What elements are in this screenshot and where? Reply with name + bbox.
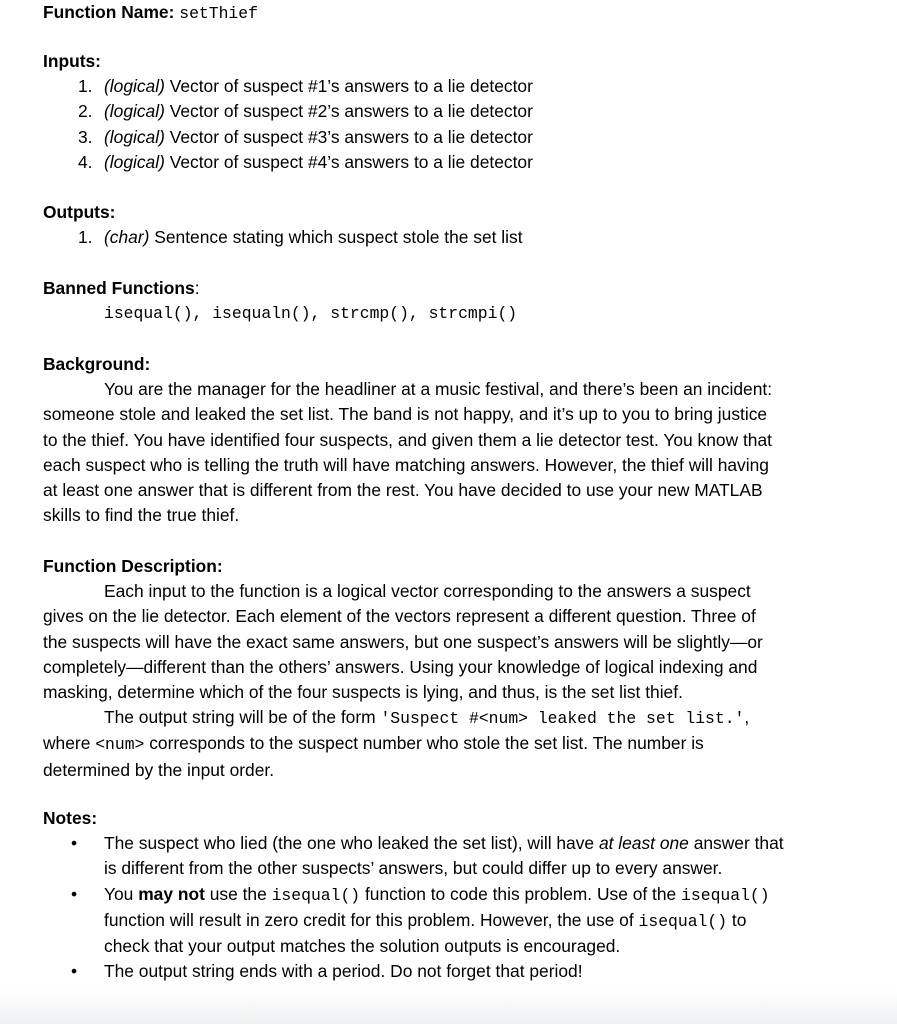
note-1-line-2: is different from the other suspects’ answers, but could differ up to every answer. [104, 858, 723, 879]
input-item-type: (logical) [104, 151, 165, 172]
description-line-3: the suspects will have the exact same answers, but one suspect’s answers will be slightly—or [43, 631, 763, 652]
notes-list [43, 831, 830, 984]
note-2-code-2: isequal() [681, 885, 770, 905]
function-name-label: Function Name: [43, 2, 175, 22]
description-line-1: Each input to the function is a logical vector corresponding to the answers a suspect [104, 581, 751, 602]
banned-functions-list: isequal(), isequaln(), strcmp(), strcmpi() [104, 304, 518, 324]
background-line-6: skills to find the true thief. [43, 505, 240, 526]
description-last-line: determined by the input order. [43, 759, 275, 780]
output-item-1 [78, 225, 830, 250]
background-line-3: to the thief. You have identified four suspects, and given them a lie detector test. You know that [43, 429, 772, 450]
input-item-1 [78, 74, 830, 99]
output-form-comma: , [744, 707, 750, 728]
input-item-text: Vector of suspect #3’s answers to a lie detector [164, 126, 533, 147]
output-item-type: (char) [104, 227, 150, 248]
note-1-text-a: The suspect who lied (the one who leaked the set list), will have [104, 833, 599, 854]
outputs-heading: Outputs: [43, 202, 116, 222]
input-item-type: (logical) [104, 101, 165, 122]
outputs-section [43, 200, 830, 250]
banned-functions-colon: : [194, 278, 200, 298]
input-item-text: Vector of suspect #2’s answers to a lie detector [164, 101, 533, 122]
note-1-line-1 [104, 831, 830, 856]
background-section [43, 352, 830, 528]
bullet-icon: • [71, 961, 78, 982]
description-line-4: completely—different than the others’ answers. Using your knowledge of logical indexing and [43, 656, 758, 677]
function-name-value: setThief [179, 4, 258, 23]
function-description-section [43, 554, 830, 783]
output-form-intro: The output string will be of the form [104, 707, 381, 728]
note-2-line-2-text-b: to [727, 909, 747, 930]
background-heading: Background: [43, 354, 151, 374]
input-item-4 [78, 150, 830, 175]
where-text: corresponds to the suspect number who stole the set list. The number is [144, 733, 704, 754]
input-item-text: Vector of suspect #1’s answers to a lie detector [164, 76, 533, 97]
banned-functions-section [43, 276, 830, 326]
where-word: where [43, 733, 96, 754]
outputs-list [43, 225, 830, 250]
output-form-code: 'Suspect #<num> leaked the set list.' [380, 709, 745, 729]
background-line-4: each suspect who is telling the truth will have matching answers. However, the thief will having [43, 454, 769, 475]
output-item-number: 1. [78, 227, 93, 248]
description-where-line [43, 731, 830, 757]
note-item-1 [43, 831, 830, 881]
inputs-section [43, 49, 830, 175]
note-2-line-1 [104, 882, 830, 908]
background-line-2: someone stole and leaked the set list. The band is not happy, and it’s up to you to bring justice [43, 404, 768, 425]
note-2-code-3: isequal() [638, 911, 728, 931]
note-2-code-1: isequal() [271, 885, 361, 905]
where-code: <num> [95, 735, 145, 755]
input-item-type: (logical) [104, 126, 165, 147]
bullet-icon: • [71, 833, 78, 854]
background-line-1: You are the manager for the headliner at a music festival, and there’s been an incident: [104, 379, 773, 400]
description-line-2: gives on the lie detector. Each element of the vectors represent a different question. Three of [43, 606, 756, 627]
inputs-list [43, 74, 830, 175]
banned-functions-heading [43, 276, 830, 301]
input-item-type: (logical) [104, 76, 165, 97]
input-item-number: 2. [78, 101, 93, 122]
note-item-3 [43, 959, 830, 984]
bullet-icon: • [71, 883, 78, 904]
input-item-number: 4. [78, 151, 93, 172]
note-2-bold: may not [138, 883, 205, 904]
banned-functions-label: Banned Functions [43, 278, 195, 298]
description-line-5: masking, determine which of the four suspects is lying, and thus, is the set list thief. [43, 682, 683, 703]
note-3-line-1: The output string ends with a period. Do not forget that period! [104, 961, 583, 982]
input-item-number: 1. [78, 76, 93, 97]
input-item-text: Vector of suspect #4’s answers to a lie detector [164, 151, 533, 172]
note-1-text-b: answer that [688, 833, 784, 854]
background-line-5: at least one answer that is different from the rest. You have decided to use your new MATLAB [43, 480, 763, 501]
function-name-line [43, 0, 830, 26]
note-1-emphasis: at least one [598, 833, 689, 854]
note-2-line-3: check that your output matches the solution outputs is encouraged. [104, 936, 621, 957]
inputs-heading: Inputs: [43, 51, 101, 71]
note-item-2 [43, 882, 830, 960]
note-2-text-c: function to code this problem. Use of the [360, 883, 682, 904]
note-2-text-a: You [104, 883, 139, 904]
description-output-form-line [43, 705, 830, 731]
notes-section [43, 806, 830, 984]
function-description-heading: Function Description: [43, 556, 223, 576]
input-item-2 [78, 99, 830, 124]
input-item-3 [78, 125, 830, 150]
notes-heading: Notes: [43, 808, 98, 828]
input-item-number: 3. [78, 126, 93, 147]
note-2-line-2 [104, 908, 830, 934]
note-2-line-2-text-a: function will result in zero credit for this problem. However, the use of [104, 909, 639, 930]
output-item-text: Sentence stating which suspect stole the set list [149, 227, 523, 248]
note-2-text-b: use the [204, 883, 272, 904]
